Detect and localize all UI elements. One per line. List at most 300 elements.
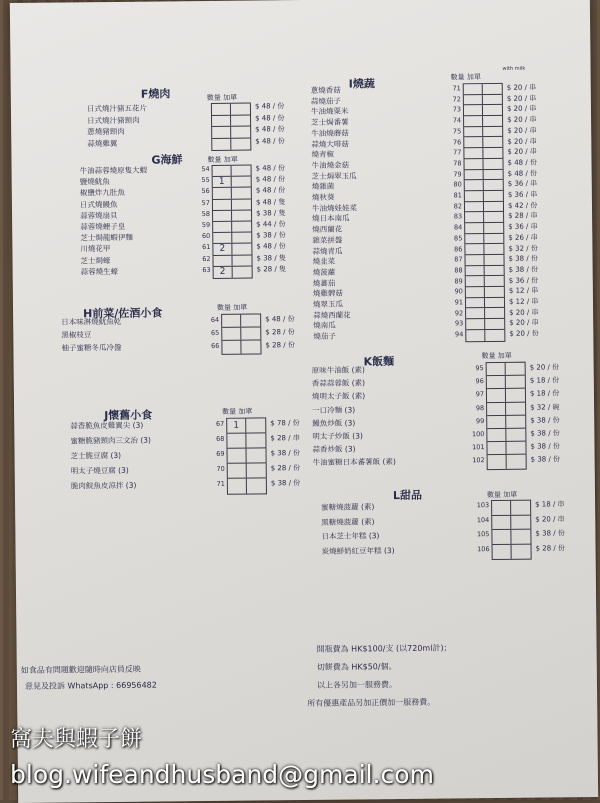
menu-item-price: $ 20 / 串 <box>509 308 539 317</box>
menu-item-number: 100 <box>471 430 485 439</box>
quantity-cell[interactable] <box>213 255 232 265</box>
add-order-cell[interactable] <box>485 330 504 341</box>
add-order-cell[interactable] <box>484 191 503 201</box>
menu-item-number: 93 <box>454 319 464 328</box>
add-order-cell[interactable] <box>484 201 503 211</box>
grid-header: 數量 加單 <box>450 73 481 82</box>
quantity-cell[interactable] <box>466 287 485 297</box>
add-order-cell[interactable] <box>232 221 251 231</box>
quantity-cell[interactable] <box>487 402 506 414</box>
footer-feedback-note: 如食品有問題歡迎隨時向店員反映 <box>20 664 141 675</box>
footer-cake-fee-note: 切餅費為 HK$50/個。 <box>316 662 397 672</box>
add-order-cell[interactable] <box>484 234 503 244</box>
add-order-cell[interactable] <box>231 138 250 150</box>
quantity-cell[interactable] <box>465 180 484 190</box>
menu-item-price: $ 48 / 隻 <box>255 197 286 207</box>
quantity-cell[interactable] <box>222 341 241 354</box>
menu-item-number: 60 <box>201 232 211 241</box>
add-order-cell[interactable] <box>232 210 251 220</box>
quantity-cell[interactable] <box>488 455 507 468</box>
menu-item-name: 日式燒汁豬頸肉 <box>87 115 140 125</box>
menu-item-name: 燒茄子 <box>313 331 336 341</box>
menu-item-number: 76 <box>452 137 462 146</box>
order-grid-g <box>212 165 253 279</box>
menu-item-name: 蒜燒青瓜 <box>312 246 343 256</box>
menu-item-name: 燒南瓜 <box>313 321 336 331</box>
add-order-cell[interactable] <box>231 115 250 126</box>
quantity-cell[interactable] <box>465 244 484 254</box>
menu-item-name: 鹽燒魷魚 <box>79 177 110 187</box>
add-order-cell[interactable] <box>512 544 531 559</box>
order-grid-row <box>465 212 503 223</box>
add-order-cell[interactable] <box>483 137 502 147</box>
order-grid-l <box>491 500 532 560</box>
quantity-cell[interactable] <box>487 416 506 428</box>
add-order-cell[interactable] <box>506 389 525 401</box>
menu-item-price: $ 28 / 份 <box>265 341 295 350</box>
menu-item-number: 90 <box>454 287 463 296</box>
add-order-cell[interactable] <box>241 327 260 339</box>
menu-item-name: 燒雜菌 <box>311 181 335 192</box>
add-order-cell[interactable] <box>483 127 502 137</box>
menu-item-number: 57 <box>201 198 210 207</box>
order-grid-row <box>228 448 266 463</box>
add-order-cell[interactable] <box>483 95 502 105</box>
add-order-cell[interactable] <box>507 455 526 468</box>
quantity-cell[interactable] <box>213 233 232 243</box>
add-order-cell[interactable] <box>511 530 530 544</box>
order-grid-row <box>222 327 260 340</box>
add-order-cell[interactable] <box>506 363 525 375</box>
menu-item-price: $ 18 / 份 <box>529 389 560 399</box>
order-grid-row <box>466 319 504 330</box>
menu-item-number: 64 <box>210 315 220 324</box>
order-grid-row <box>492 530 530 545</box>
order-grid-row <box>212 127 250 139</box>
menu-item-price: $ 48 / 份 <box>507 169 538 178</box>
menu-item-name: 蒜燒雞翼 <box>87 138 118 148</box>
menu-item-price: $ 18 / 串 <box>535 500 565 509</box>
menu-item-name: 明太子燒豆腐 (3) <box>70 465 129 476</box>
menu-item-price: $ 28 / 隻 <box>256 264 287 274</box>
quantity-cell[interactable] <box>464 95 483 105</box>
add-order-cell[interactable] <box>232 255 251 265</box>
order-grid-row <box>213 255 251 267</box>
quantity-cell[interactable] <box>213 166 232 176</box>
add-order-cell[interactable] <box>485 308 504 318</box>
quantity-cell[interactable] <box>213 210 232 220</box>
add-order-cell[interactable] <box>246 433 265 447</box>
menu-item-price: $ 42 / 份 <box>507 201 538 210</box>
add-order-cell[interactable] <box>485 276 504 286</box>
quantity-cell[interactable] <box>465 223 484 233</box>
menu-item-price: $ 38 / 隻 <box>256 208 286 218</box>
order-grid-h <box>221 313 261 354</box>
menu-item-name: 牛油蜜糖日本蕃薯飯 (素) <box>312 457 396 468</box>
watermark-email: blog.wifeandhusband@gmail.com <box>10 760 434 789</box>
menu-item-price: $ 38 / 份 <box>530 416 560 425</box>
menu-item-number: 84 <box>453 223 463 232</box>
menu-item-name: 燒菠蘿 <box>312 267 336 277</box>
menu-item-number: 75 <box>452 127 462 136</box>
quantity-cell[interactable] <box>228 479 247 494</box>
order-grid-row <box>465 180 503 191</box>
menu-item-price: $ 20 / 串 <box>506 94 537 103</box>
menu-item-number: 63 <box>202 265 211 274</box>
order-grid-row <box>464 95 502 106</box>
menu-item-price: $ 48 / 份 <box>255 125 285 134</box>
add-order-cell[interactable] <box>484 180 503 190</box>
order-grid-row <box>493 544 531 559</box>
add-order-cell[interactable] <box>506 402 525 414</box>
order-grid-row <box>487 429 525 443</box>
menu-item-number: 78 <box>453 159 462 168</box>
menu-item-number: 101 <box>472 443 485 452</box>
menu-item-price: $ 78 / 份 <box>270 419 300 428</box>
order-grid-row <box>487 363 525 377</box>
menu-item-price: $ 38 / 份 <box>530 455 561 465</box>
menu-item-name: 炭燒鮮奶紅豆年糕 (3) <box>321 545 395 556</box>
menu-item-name: 芝士焗蠔 <box>80 255 111 265</box>
menu-item-number: 79 <box>453 169 462 179</box>
menu-item-number: 104 <box>476 515 490 524</box>
quantity-cell[interactable] <box>228 449 247 463</box>
quantity-cell[interactable] <box>213 188 232 198</box>
menu-item-name: 蒜蓉燒生蠔 <box>80 266 119 277</box>
menu-item-price: $ 20 / 份 <box>509 329 539 338</box>
order-grid-row <box>213 233 251 245</box>
quantity-cell[interactable]: 2 <box>213 244 232 254</box>
order-grid-row <box>487 376 525 390</box>
menu-item-price: $ 48 / 份 <box>254 102 285 111</box>
quantity-cell[interactable] <box>465 191 484 201</box>
add-order-cell[interactable] <box>484 169 503 179</box>
menu-item-price: $ 18 / 份 <box>529 376 560 385</box>
add-order-cell[interactable] <box>246 418 265 432</box>
quantity-cell[interactable] <box>465 212 484 222</box>
menu-item-price: $ 48 / 份 <box>255 136 285 145</box>
order-grid-row <box>464 159 502 170</box>
menu-item-number: 80 <box>453 180 462 189</box>
add-order-cell[interactable] <box>506 442 525 454</box>
quantity-cell[interactable] <box>493 544 512 559</box>
quantity-cell[interactable] <box>492 530 511 544</box>
menu-item-number: 86 <box>454 244 463 253</box>
menu-item-name: 日本味淋燒魷魚乾 <box>61 316 122 327</box>
order-grid-row <box>464 84 502 95</box>
quantity-cell[interactable] <box>212 127 231 138</box>
menu-item-name: 雜菜拼盤 <box>312 235 343 245</box>
add-order-cell[interactable] <box>233 266 252 277</box>
menu-item-number: 62 <box>202 254 211 263</box>
menu-item-name: 脆肉鯇魚皮涼拌 (3) <box>70 480 137 491</box>
grid-header: 數量 加單 <box>206 93 238 103</box>
quantity-cell[interactable] <box>487 376 506 388</box>
add-order-cell[interactable] <box>247 463 266 477</box>
add-order-cell[interactable] <box>485 319 504 329</box>
menu-item-name: 牛油燒娃娃菜 <box>311 203 358 213</box>
add-order-cell[interactable] <box>484 212 503 222</box>
footer-service-note: 以上各另加一服務費。 <box>316 680 398 690</box>
order-grid-row <box>228 478 266 493</box>
add-order-cell[interactable] <box>232 188 251 198</box>
order-grid-row <box>487 442 525 456</box>
menu-item-number: 82 <box>453 202 463 211</box>
add-order-cell[interactable] <box>232 244 251 254</box>
menu-item-price: $ 48 / 份 <box>255 164 286 173</box>
section-j-title: J懷舊小食 <box>104 408 153 423</box>
grid-header: 數量 加單 <box>481 351 512 361</box>
menu-item-name: 芝士焗龍蝦伊麵 <box>80 232 133 243</box>
quantity-cell[interactable] <box>227 434 246 448</box>
add-order-cell[interactable] <box>247 448 266 462</box>
menu-item-price: $ 26 / 串 <box>508 233 538 242</box>
menu-item-price: $ 36 / 份 <box>508 276 539 285</box>
menu-item-price: $ 20 / 串 <box>535 514 565 524</box>
menu-item-price: $ 12 / 串 <box>508 297 539 306</box>
menu-item-number: 54 <box>201 164 210 174</box>
section-h-title: H前菜/佐酒小食 <box>83 306 163 321</box>
add-order-cell[interactable] <box>483 84 502 94</box>
menu-item-price: $ 20 / 串 <box>507 147 537 157</box>
quantity-cell[interactable] <box>212 115 231 126</box>
add-order-cell[interactable] <box>241 314 260 326</box>
quantity-cell[interactable] <box>487 389 506 401</box>
add-order-cell[interactable] <box>484 223 503 233</box>
menu-item-number: 59 <box>201 220 211 230</box>
menu-item-number: 87 <box>454 255 463 264</box>
order-grid-row <box>466 287 504 298</box>
menu-item-price: $ 28 / 份 <box>265 328 295 337</box>
menu-item-name: 牛油燒粟米 <box>310 106 349 117</box>
menu-item-number: 74 <box>452 116 462 125</box>
menu-item-price: $ 48 / 份 <box>265 315 295 324</box>
menu-item-name: 蜜糖脆豬頸肉三文治 (3) <box>70 435 151 446</box>
quantity-cell[interactable] <box>222 315 241 327</box>
quantity-cell[interactable] <box>464 116 483 126</box>
order-grid-i <box>463 83 506 342</box>
quantity-cell[interactable] <box>487 429 506 441</box>
menu-item-number: 55 <box>201 176 210 185</box>
quantity-cell[interactable] <box>465 170 484 180</box>
add-order-cell[interactable] <box>231 127 250 138</box>
menu-item-name: 日式燒鰻魚 <box>79 199 118 209</box>
quantity-cell[interactable] <box>213 199 232 209</box>
menu-item-name: 燒西蘭花 <box>312 224 343 234</box>
add-order-cell[interactable] <box>247 478 266 493</box>
quantity-cell[interactable]: 1 <box>227 419 246 433</box>
menu-item-price: $ 36 / 串 <box>507 190 538 199</box>
grid-header: 數量 加單 <box>222 407 253 416</box>
quantity-cell[interactable] <box>466 319 485 329</box>
quantity-cell[interactable] <box>212 138 231 150</box>
menu-item-number: 105 <box>476 530 490 539</box>
menu-item-name: 燒明太子飯 (素) <box>311 391 366 402</box>
menu-item-price: $ 32 / 碗 <box>530 402 560 412</box>
menu-item-price: $ 38 / 份 <box>508 265 539 274</box>
add-order-cell[interactable] <box>511 515 530 529</box>
menu-item-name: 芝士焗翠玉瓜 <box>311 171 357 181</box>
menu-item-name: 燒翠玉瓜 <box>312 299 344 309</box>
menu-item-number: 88 <box>454 266 463 275</box>
quantity-cell[interactable] <box>466 298 485 308</box>
order-grid-row <box>222 314 260 327</box>
menu-item-name: 牛油燒蘑菇 <box>311 128 349 138</box>
menu-item-price: $ 44 / 份 <box>256 220 286 229</box>
menu-item-name: 鰻魚炒飯 (3) <box>312 418 356 428</box>
quantity-cell[interactable] <box>213 222 232 232</box>
menu-item-name: 蒜蓉燒扇貝 <box>80 210 118 221</box>
quantity-cell[interactable] <box>466 330 485 341</box>
quantity-cell[interactable] <box>492 515 511 529</box>
quantity-cell[interactable] <box>465 202 484 212</box>
menu-item-number: 67 <box>215 419 225 428</box>
footer-corkage-note: 開瓶費為 HK$100/支 (以720ml計)； <box>316 643 452 654</box>
menu-item-number: 99 <box>475 416 485 425</box>
quantity-cell[interactable] <box>464 127 483 137</box>
menu-item-number: 65 <box>210 328 220 337</box>
add-order-cell[interactable] <box>483 116 502 126</box>
menu-item-price: $ 20 / 串 <box>507 137 537 146</box>
order-grid-row <box>213 244 251 256</box>
add-order-cell[interactable] <box>232 199 251 209</box>
menu-item-price: $ 32 / 份 <box>508 244 538 253</box>
menu-item-price: $ 48 / 份 <box>507 158 537 167</box>
add-order-cell[interactable] <box>483 105 502 115</box>
order-grid-row <box>465 255 503 266</box>
add-order-cell[interactable] <box>506 376 525 388</box>
menu-sheet <box>10 0 598 803</box>
order-grid-row <box>213 199 251 211</box>
add-order-cell[interactable] <box>483 148 502 158</box>
order-grid-row <box>464 137 502 148</box>
add-order-cell[interactable] <box>511 501 530 515</box>
menu-item-number: 71 <box>452 84 461 93</box>
add-order-cell[interactable] <box>485 298 504 308</box>
menu-item-number: 102 <box>472 456 485 465</box>
quantity-cell[interactable] <box>212 104 231 115</box>
menu-item-number: 83 <box>453 212 463 221</box>
order-grid-row <box>465 191 503 202</box>
order-grid-row <box>487 402 525 416</box>
quantity-cell[interactable] <box>222 328 241 340</box>
menu-item-name: 一口冷麵 (3) <box>312 405 356 415</box>
menu-item-price: $ 28 / 串 <box>508 211 538 221</box>
quantity-cell[interactable] <box>466 266 485 276</box>
add-order-cell[interactable] <box>485 266 504 276</box>
order-grid-row <box>465 223 503 234</box>
menu-item-name: 柚子蜜糖冬瓜冷盤 <box>61 342 122 353</box>
menu-item-name: 香蒜蒜蓉飯 (素) <box>311 378 366 389</box>
menu-item-price: $ 20 / 份 <box>529 363 560 372</box>
menu-item-number: 96 <box>475 377 484 386</box>
add-order-cell[interactable] <box>231 104 250 115</box>
quantity-cell[interactable] <box>464 84 483 94</box>
order-grid-row <box>492 515 530 530</box>
menu-item-name: 芝士焗番薯 <box>311 117 349 128</box>
menu-item-price: $ 36 / 串 <box>508 222 538 231</box>
quantity-cell[interactable] <box>464 138 483 148</box>
quantity-cell[interactable] <box>487 363 506 375</box>
menu-item-price: $ 38 / 份 <box>530 442 560 451</box>
add-order-cell[interactable] <box>232 177 251 187</box>
add-order-cell[interactable] <box>506 415 525 427</box>
section-f-title: F燒肉 <box>140 87 171 101</box>
quantity-cell[interactable] <box>464 105 483 115</box>
footer-promo-note: 所有優惠產品另加正價加一服務費。 <box>307 697 436 708</box>
add-order-cell[interactable] <box>484 244 503 254</box>
order-grid-row <box>214 266 252 278</box>
add-order-cell[interactable] <box>506 429 525 441</box>
menu-item-number: 92 <box>454 309 464 318</box>
quantity-cell[interactable] <box>465 255 484 265</box>
quantity-cell[interactable] <box>466 309 485 319</box>
menu-item-name: 川燒花甲 <box>80 244 111 254</box>
menu-item-price: $ 12 / 串 <box>508 286 539 296</box>
menu-item-number: 56 <box>201 187 210 196</box>
menu-item-price: $ 20 / 串 <box>506 104 537 114</box>
order-grid-row <box>212 115 250 127</box>
menu-item-name: 蔥燒豬頸肉 <box>87 126 125 137</box>
menu-item-number: 69 <box>216 449 225 458</box>
menu-item-number: 95 <box>475 364 484 373</box>
menu-item-number: 72 <box>452 95 461 104</box>
quantity-cell[interactable] <box>465 234 484 244</box>
order-grid-row <box>212 138 250 150</box>
quantity-cell[interactable] <box>487 442 506 454</box>
add-order-cell[interactable] <box>483 159 502 169</box>
grid-header: 數量 加單 <box>207 155 238 164</box>
footer-whatsapp-note: 意見及投訴 WhatsApp : 66956482 <box>24 680 157 691</box>
menu-item-price: $ 48 / 份 <box>255 113 285 122</box>
quantity-cell[interactable] <box>464 159 483 169</box>
menu-item-number: 73 <box>452 105 462 114</box>
menu-item-price: $ 28 / 份 <box>270 464 301 473</box>
menu-item-number: 89 <box>454 276 463 286</box>
quantity-cell[interactable] <box>466 276 485 286</box>
menu-item-name: 牛油燒金菇 <box>311 160 350 170</box>
add-order-cell[interactable] <box>241 340 260 353</box>
quantity-cell[interactable] <box>228 464 247 478</box>
order-grid-row <box>228 463 266 478</box>
add-order-cell[interactable] <box>232 233 251 243</box>
order-grid-j <box>226 417 267 494</box>
order-grid-row <box>212 104 250 116</box>
watermark-title: 窩夫與蝦子餅 <box>10 727 143 752</box>
quantity-cell[interactable]: 2 <box>214 266 233 277</box>
menu-item-name: 燒韭菜 <box>312 256 336 267</box>
menu-item-price: $ 20 / 串 <box>507 115 537 124</box>
menu-item-name: 原味牛油飯 (素) <box>311 365 365 375</box>
menu-item-number: 85 <box>453 234 463 243</box>
menu-item-name: 蜜糖燒菠蘿 (素) <box>321 502 375 512</box>
add-order-cell[interactable] <box>232 166 251 176</box>
add-order-cell[interactable] <box>485 287 504 297</box>
quantity-cell[interactable] <box>464 148 483 158</box>
order-grid-row <box>465 234 503 245</box>
order-grid-k <box>486 362 527 470</box>
menu-item-price: $ 48 / 份 <box>256 242 286 251</box>
menu-item-price: $ 20 / 串 <box>507 126 537 135</box>
menu-item-name: 燒秋葵 <box>311 192 335 202</box>
menu-item-number: 70 <box>216 464 225 473</box>
menu-item-number: 94 <box>454 330 464 339</box>
add-order-cell[interactable] <box>484 255 503 265</box>
quantity-cell[interactable] <box>492 501 511 515</box>
order-grid-row <box>464 127 502 138</box>
quantity-cell[interactable]: 1 <box>213 177 232 187</box>
menu-item-name: 蒜香炒飯 (3) <box>312 444 356 455</box>
